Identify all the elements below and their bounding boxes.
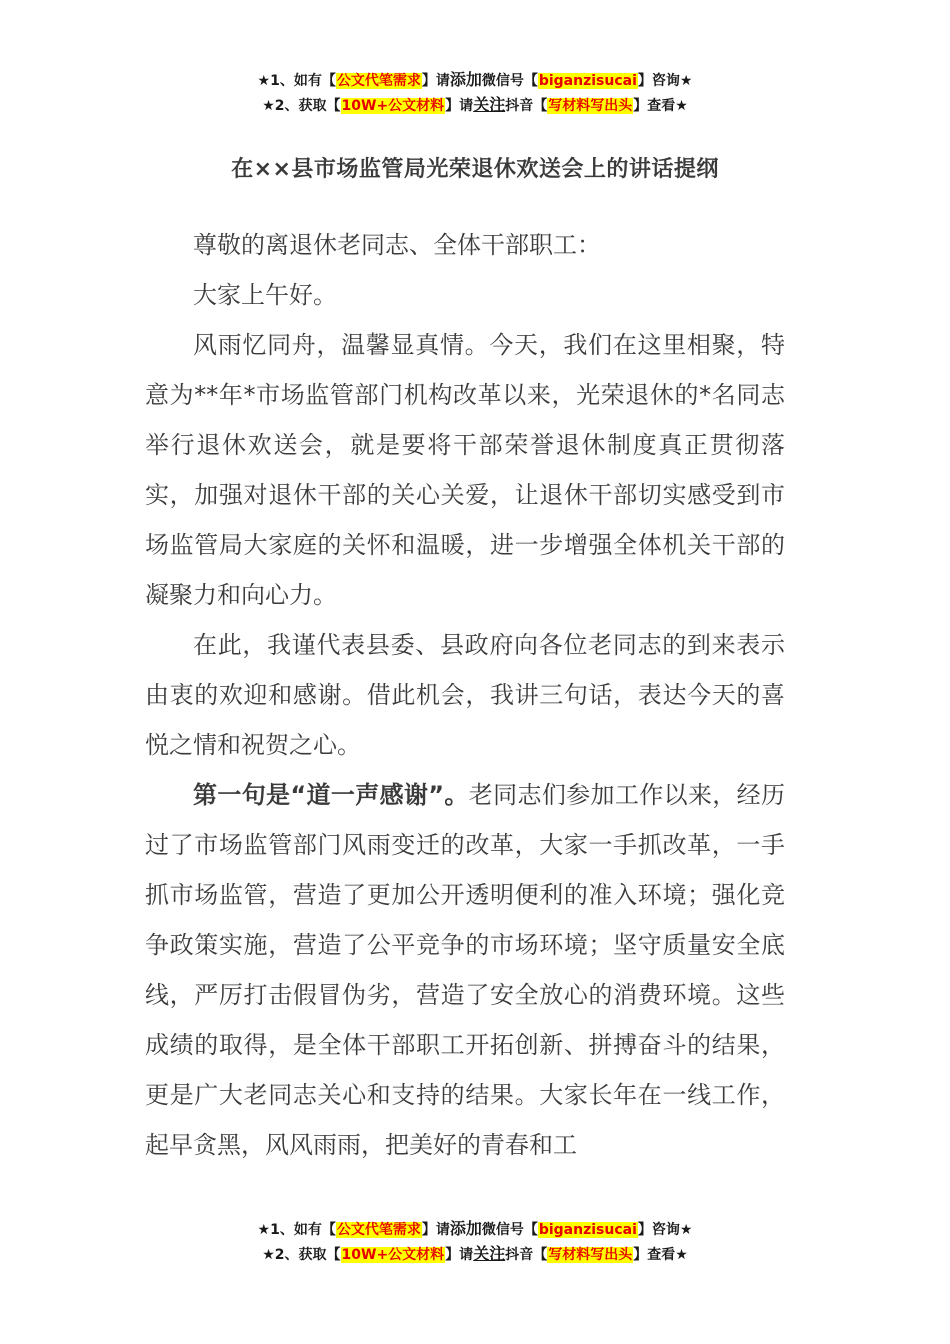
document-body	[145, 220, 785, 1170]
bottom-promo-banner	[0, 1217, 950, 1267]
promo-highlight: 公文代笔需求	[336, 73, 421, 89]
promo-text: 】咨询★	[637, 1222, 693, 1238]
promo-line-1	[0, 68, 950, 93]
promo-text: 】请	[445, 1247, 474, 1263]
paragraph-3-body: 老同志们参加工作以来，经历过了市场监管部门风雨变迁的改革，大家一手抓改革，一手抓市场监管，营造了更加公开透明便利的准入环境；强化竞争政策实施，营造了公平竞争的市场环境；坚守质量安全底线，严厉打击假冒伪劣，营造了安全放心的消费环境。这些成绩的取得，是全体干部职工开拓创新、拼搏奋斗的结果，更是广大老同志关心和支持的结果。大家长年在一线工作，起早贪黑，风风雨雨，把美好的青春和工	[145, 781, 786, 1159]
promo-text: ★1、如有【	[257, 1222, 336, 1238]
promo-text: 】查看★	[633, 98, 688, 114]
paragraph-3	[145, 770, 785, 1170]
promo-emphasis: 添加	[449, 70, 482, 89]
promo-text: 】请	[445, 98, 474, 114]
promo-line-1	[0, 1217, 950, 1242]
promo-text: 】查看★	[633, 1247, 688, 1263]
promo-text: ★1、如有【	[257, 73, 336, 89]
promo-text: 微信号【	[481, 73, 538, 89]
promo-text: ★2、获取【	[262, 1247, 341, 1263]
promo-highlight: 公文代笔需求	[336, 1222, 421, 1238]
promo-text: 】请	[421, 73, 450, 89]
promo-highlight: 10W+公文材料	[341, 98, 445, 114]
promo-highlight: 写材料写出头	[548, 1247, 633, 1263]
top-promo-banner	[0, 68, 950, 118]
paragraph-3-lead: 第一句是“道一声感谢”。	[193, 781, 469, 809]
promo-highlight: 写材料写出头	[548, 98, 633, 114]
promo-text: ★2、获取【	[262, 98, 341, 114]
promo-line-2	[0, 1242, 950, 1267]
document-title: 在××县市场监管局光荣退休欢送会上的讲话提纲	[231, 157, 719, 182]
paragraph-1: 风雨忆同舟，温馨显真情。今天，我们在这里相聚，特意为**年*市场监管部门机构改革以来，光荣退休的*名同志举行退休欢送会，就是要将干部荣誉退休制度真正贯彻落实，加强对退休干部的关心关爱，让退休干部切实感受到市场监管局大家庭的关怀和温暖，进一步增强全体机关干部的凝聚力和向心力。	[145, 331, 785, 609]
promo-text: 微信号【	[481, 1222, 538, 1238]
promo-emphasis: 关注	[473, 1244, 506, 1263]
salutation: 尊敬的离退休老同志、全体干部职工：	[193, 231, 601, 259]
promo-highlight: biganzisucai	[538, 1222, 637, 1238]
promo-text: 】请	[421, 1222, 450, 1238]
paragraph-2: 在此，我谨代表县委、县政府向各位老同志的到来表示由衷的欢迎和感谢。借此机会，我讲三句话，表达今天的喜悦之情和祝贺之心。	[145, 631, 785, 759]
promo-line-2	[0, 93, 950, 118]
promo-emphasis: 添加	[449, 1219, 482, 1238]
promo-text: 抖音【	[505, 1247, 548, 1263]
promo-emphasis: 关注	[473, 95, 506, 114]
promo-text: 抖音【	[505, 98, 548, 114]
promo-text: 】咨询★	[637, 73, 693, 89]
promo-highlight: biganzisucai	[538, 73, 637, 89]
promo-highlight: 10W+公文材料	[341, 1247, 445, 1263]
greeting: 大家上午好。	[193, 281, 337, 309]
